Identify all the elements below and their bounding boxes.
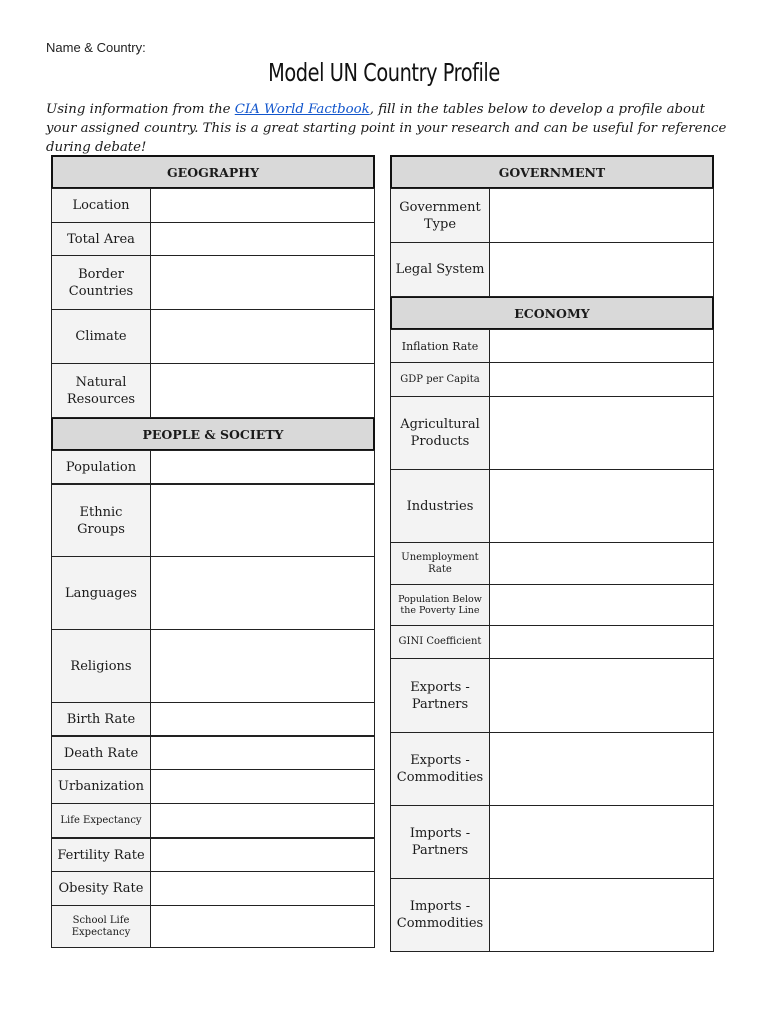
label-obesity-rate: Obesity Rate: [51, 871, 151, 906]
row-exports-partners: [390, 658, 714, 733]
field-obesity-rate[interactable]: [150, 871, 375, 906]
row-imports-commodities: [390, 878, 714, 952]
row-natural-resources: [51, 363, 375, 418]
label-border-countries: Border Countries: [51, 255, 151, 310]
row-climate: [51, 309, 375, 364]
label-exports-partners: Exports - Partners: [390, 658, 490, 733]
row-death-rate: [51, 735, 375, 770]
label-life-expectancy: Life Expectancy: [51, 803, 151, 838]
label-climate: Climate: [51, 309, 151, 364]
field-urbanization[interactable]: [150, 769, 375, 804]
label-total-area: Total Area: [51, 222, 151, 256]
label-unemployment-rate: Unemployment Rate: [390, 542, 490, 585]
label-imports-partners: Imports - Partners: [390, 805, 490, 879]
field-total-area[interactable]: [150, 222, 375, 256]
row-agricultural-products: [390, 396, 714, 470]
row-poverty-line: [390, 584, 714, 626]
field-languages[interactable]: [150, 556, 375, 630]
intro-before: Using information from the: [46, 102, 235, 117]
field-death-rate[interactable]: [150, 735, 375, 770]
row-government-type: [390, 188, 714, 243]
field-gini-coefficient[interactable]: [489, 625, 714, 659]
row-inflation-rate: [390, 329, 714, 363]
field-unemployment-rate[interactable]: [489, 542, 714, 585]
label-inflation-rate: Inflation Rate: [390, 329, 490, 363]
row-border-countries: [51, 255, 375, 310]
row-location: [51, 188, 375, 223]
field-inflation-rate[interactable]: [489, 329, 714, 363]
field-climate[interactable]: [150, 309, 375, 364]
label-religions: Religions: [51, 629, 151, 703]
field-fertility-rate[interactable]: [150, 837, 375, 872]
label-school-life-expectancy: School Life Expectancy: [51, 905, 151, 948]
row-population: [51, 450, 375, 484]
row-industries: [390, 469, 714, 543]
row-gini-coefficient: [390, 625, 714, 659]
row-fertility-rate: [51, 837, 375, 872]
label-natural-resources: Natural Resources: [51, 363, 151, 418]
government-header: GOVERNMENT: [390, 155, 714, 189]
field-birth-rate[interactable]: [150, 702, 375, 736]
intro-after: , fill in the tables below to develop a profile about your assigned country. This is a great starting point in your research and can be useful for reference during debate!: [46, 102, 727, 155]
field-school-life-expectancy[interactable]: [150, 905, 375, 948]
row-unemployment-rate: [390, 542, 714, 585]
field-agricultural-products[interactable]: [489, 396, 714, 470]
label-population: Population: [51, 450, 151, 484]
row-ethnic-groups: [51, 483, 375, 557]
row-languages: [51, 556, 375, 630]
name-country-label: Name & Country:: [46, 40, 146, 55]
field-location[interactable]: [150, 188, 375, 223]
field-imports-commodities[interactable]: [489, 878, 714, 952]
field-exports-commodities[interactable]: [489, 732, 714, 806]
field-gdp-per-capita[interactable]: [489, 362, 714, 397]
label-industries: Industries: [390, 469, 490, 543]
label-imports-commodities: Imports - Commodities: [390, 878, 490, 952]
row-urbanization: [51, 769, 375, 804]
field-natural-resources[interactable]: [150, 363, 375, 418]
label-ethnic-groups: Ethnic Groups: [51, 483, 151, 557]
field-life-expectancy[interactable]: [150, 803, 375, 838]
field-ethnic-groups[interactable]: [150, 483, 375, 557]
label-agricultural-products: Agricultural Products: [390, 396, 490, 470]
geography-header: GEOGRAPHY: [51, 155, 375, 189]
label-gdp-per-capita: GDP per Capita: [390, 362, 490, 397]
field-industries[interactable]: [489, 469, 714, 543]
field-exports-partners[interactable]: [489, 658, 714, 733]
row-exports-commodities: [390, 732, 714, 806]
label-languages: Languages: [51, 556, 151, 630]
label-poverty-line: Population Below the Poverty Line: [390, 584, 490, 626]
people-society-header: PEOPLE & SOCIETY: [51, 417, 375, 451]
page-title: Model UN Country Profile: [268, 58, 500, 87]
label-exports-commodities: Exports - Commodities: [390, 732, 490, 806]
field-religions[interactable]: [150, 629, 375, 703]
label-urbanization: Urbanization: [51, 769, 151, 804]
field-border-countries[interactable]: [150, 255, 375, 310]
right-column: [390, 156, 714, 952]
label-death-rate: Death Rate: [51, 735, 151, 770]
field-government-type[interactable]: [489, 188, 714, 243]
economy-header: ECONOMY: [390, 296, 714, 330]
label-gini-coefficient: GINI Coefficient: [390, 625, 490, 659]
cia-factbook-link[interactable]: CIA World Factbook: [234, 102, 370, 117]
intro-text: [46, 100, 736, 157]
left-column: [51, 156, 375, 948]
label-location: Location: [51, 188, 151, 223]
row-total-area: [51, 222, 375, 256]
field-legal-system[interactable]: [489, 242, 714, 297]
field-poverty-line[interactable]: [489, 584, 714, 626]
label-fertility-rate: Fertility Rate: [51, 837, 151, 872]
row-religions: [51, 629, 375, 703]
label-government-type: Government Type: [390, 188, 490, 243]
row-imports-partners: [390, 805, 714, 879]
field-imports-partners[interactable]: [489, 805, 714, 879]
field-population[interactable]: [150, 450, 375, 484]
row-birth-rate: [51, 702, 375, 736]
row-school-life-expectancy: [51, 905, 375, 948]
row-legal-system: [390, 242, 714, 297]
row-life-expectancy: [51, 803, 375, 838]
label-legal-system: Legal System: [390, 242, 490, 297]
row-gdp-per-capita: [390, 362, 714, 397]
label-birth-rate: Birth Rate: [51, 702, 151, 736]
row-obesity-rate: [51, 871, 375, 906]
